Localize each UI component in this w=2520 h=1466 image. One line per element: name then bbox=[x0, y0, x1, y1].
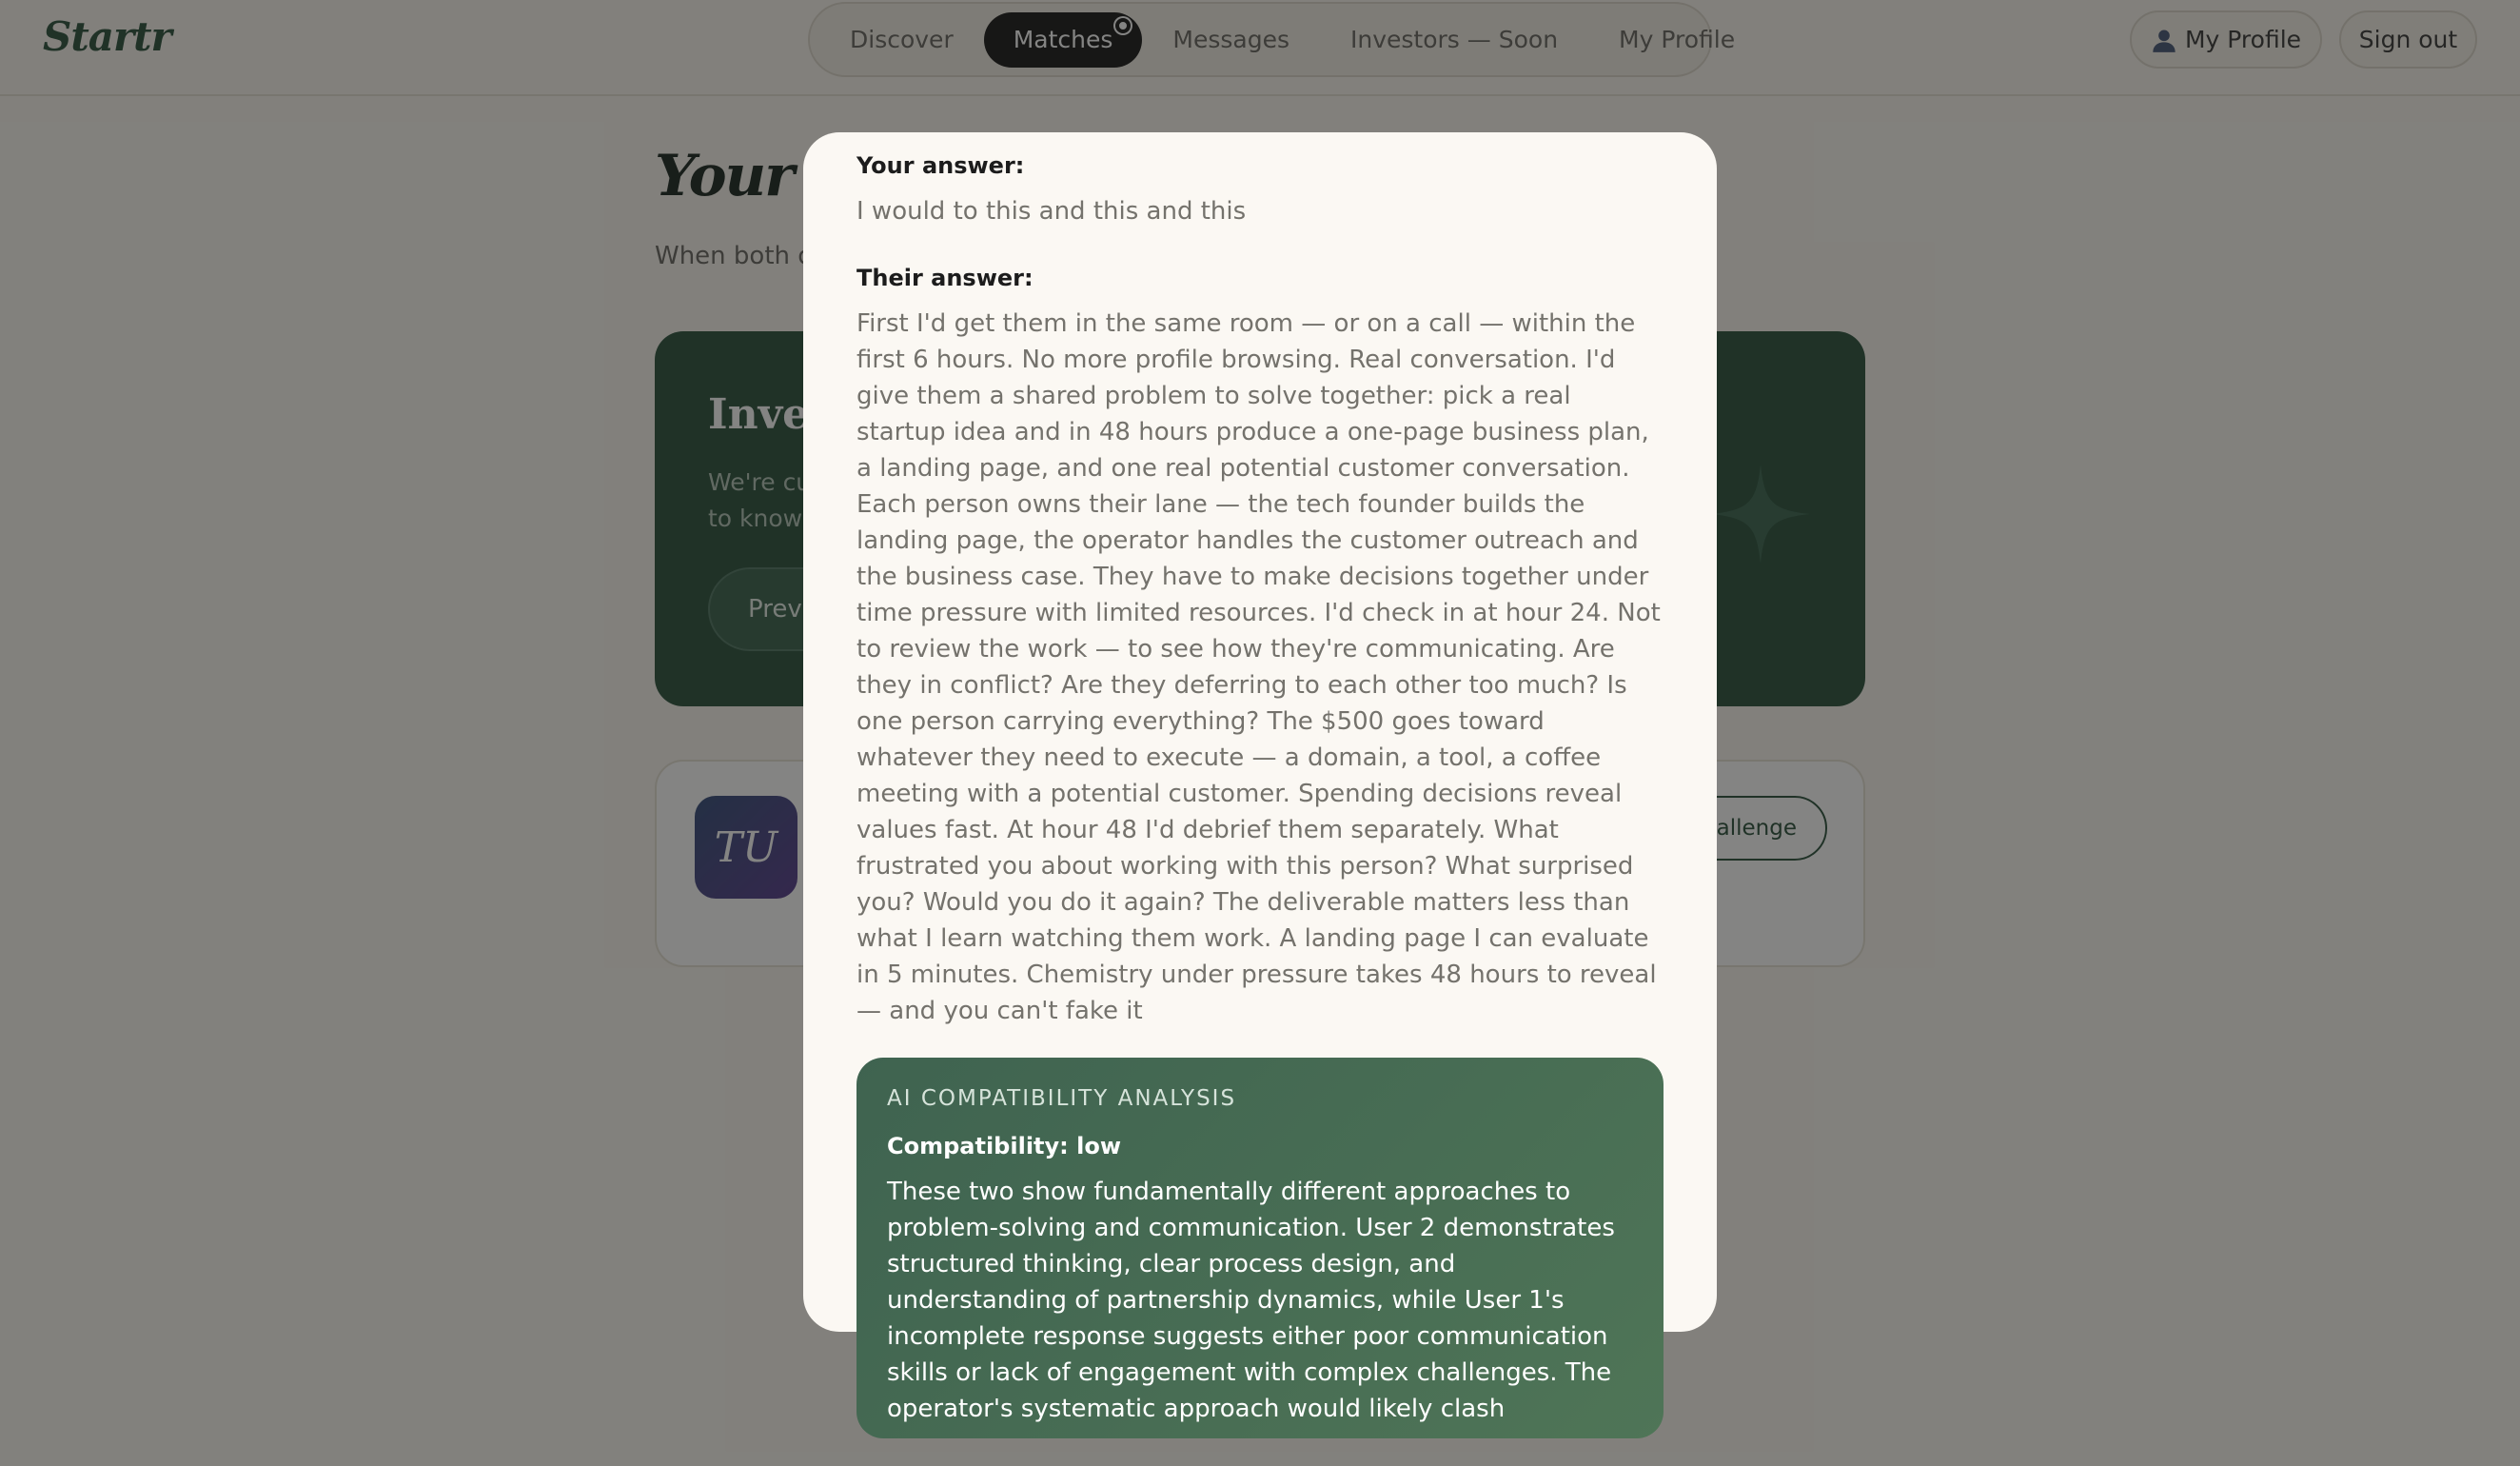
answer-comparison-modal bbox=[803, 132, 1717, 1423]
ai-analysis-text: These two show fundamentally different approaches to problem-solving and communication. User 2 demonstrates structured thinking, clear process design, and understanding of partnership dynamics, while User 1's incomplete response suggests either poor communication skills or lack of engagement with complex challenges. The operator's systematic approach would likely clash bbox=[887, 1178, 1615, 1423]
your-answer-text: I would to this and this and this bbox=[856, 197, 1247, 226]
ai-analysis-heading: AI COMPATIBILITY ANALYSIS bbox=[887, 1086, 1237, 1111]
modal-content[interactable] bbox=[856, 149, 1664, 1438]
their-answer-label: Their answer: bbox=[856, 265, 1034, 291]
compatibility-level: Compatibility: low bbox=[887, 1133, 1121, 1159]
their-answer-text: First I'd get them in the same room — or on a call — within the first 6 hours. No more profile browsing. Real conversation. I'd give them a shared problem to solve together: pick a real startup idea and in 48 hours produce a one-page business plan, a landing page, and one real potential customer conversation. Each person owns their lane — the tech founder builds the landing page, the operator handles the customer outreach and the business case. They have to make decisions together under time pressure with limited resources. I'd check in at hour 24. Not to review the work — to see how they're communicating. Are they in conflict? Are they deferring to each other too much? Is one person carrying everything? The $500 goes toward whatever they need to execute — a domain, a tool, a coffee meeting with a potential customer. Spending decisions reveal values fast. At hour 48 I'd debrief them separately. What frustrated you about working with this person? What surprised you? Would you do it again? The deliverable matters less than what I learn watching them work. A landing page I can evaluate in 5 minutes. Chemistry under pressure takes 48 hours to reveal — and you can't fake it bbox=[856, 309, 1661, 1025]
ai-compatibility-panel bbox=[856, 1058, 1664, 1438]
your-answer-label: Your answer: bbox=[856, 152, 1025, 179]
